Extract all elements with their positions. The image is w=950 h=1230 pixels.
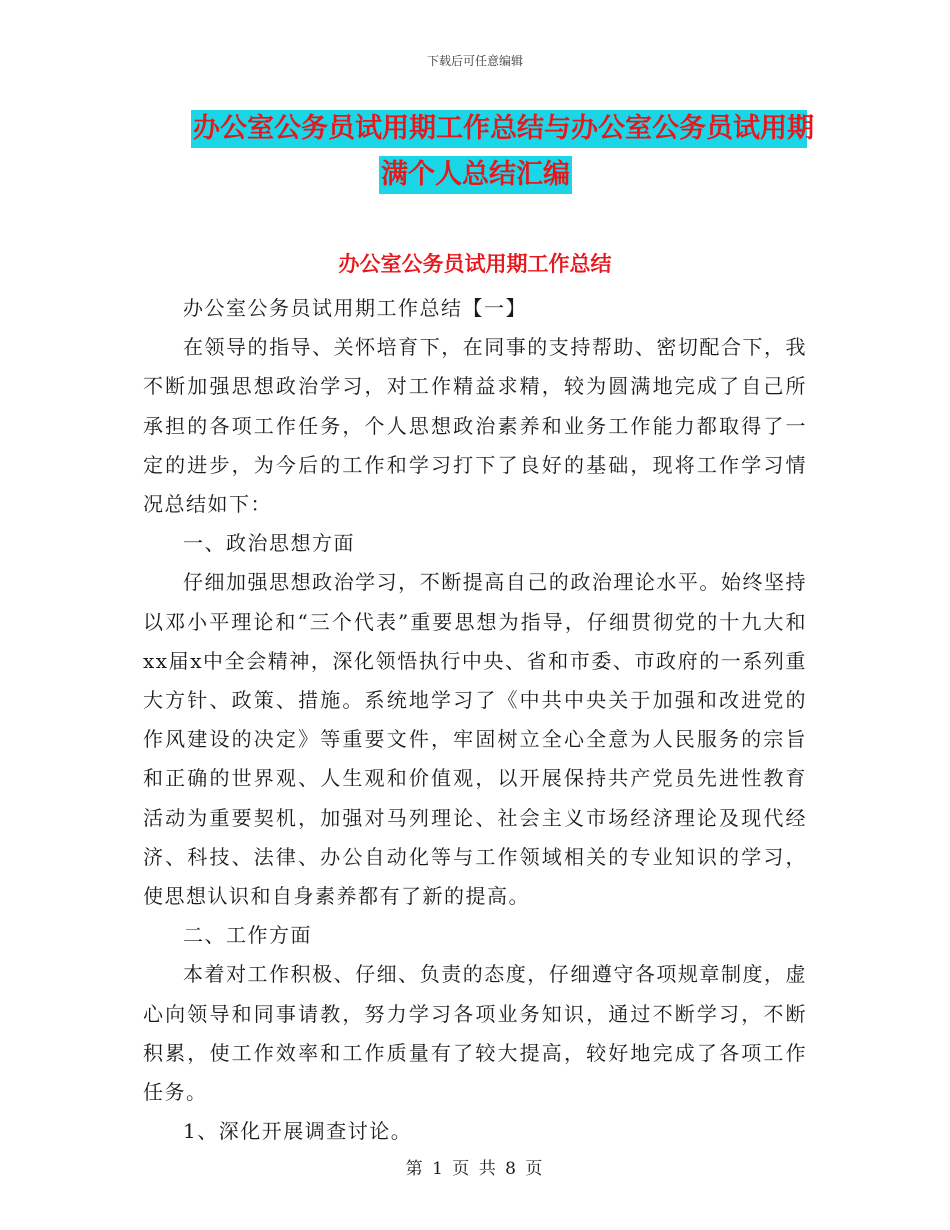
document-title-line-2: 满个人总结汇编: [379, 156, 572, 194]
section-title: 办公室公务员试用期工作总结: [338, 252, 612, 276]
heading-political: 一、政治思想方面: [183, 531, 355, 556]
heading-work: 二、工作方面: [183, 923, 312, 948]
paragraph-subtitle: 办公室公务员试用期工作总结【一】: [183, 296, 527, 320]
paragraph: 本着对工作积极、仔细、负责的态度，仔细遵守各项规章制度，虚心向领导和同事请教，努力学习各项业务知识，通过不断学习，不断积累，使工作效率和工作质量有了较大提高，较好地完成了各项工作任务。: [143, 962, 807, 1105]
list-item: 1、深化开展调查讨论。: [183, 1119, 413, 1144]
document-body: [143, 289, 807, 1151]
paragraph: 在领导的指导、关怀培育下，在同事的支持帮助、密切配合下，我不断加强思想政治学习，对工作精益求精，较为圆满地完成了自己所承担的各项工作任务，个人思想政治素养和业务工作能力都取得了一定的进步，为今后的工作和学习打下了良好的基础，现将工作学习情况总结如下：: [143, 335, 807, 517]
paragraph: 仔细加强思想政治学习，不断提高自己的政治理论水平。始终坚持以邓小平理论和“三个代表”重要思想为指导，仔细贯彻党的十九大和xx届x中全会精神，深化领悟执行中央、省和市委、市政府的一系列重大方针、政策、措施。系统地学习了《中共中央关于加强和改进党的作风建设的决定》等重要文件，牢固树立全心全意为人民服务的宗旨和正确的世界观、人生观和价值观，以开展保持共产党员先进性教育活动为重要契机，加强对马列理论、社会主义市场经济理论及现代经济、科技、法律、办公自动化等与工作领域相关的专业知识的学习，使思想认识和自身素养都有了新的提高。: [143, 570, 807, 909]
page-number: 第 1 页 共 8 页: [405, 1159, 545, 1179]
page-header-note: 下载后可任意编辑: [426, 54, 523, 68]
document-title-line-1: 办公室公务员试用期工作总结与办公室公务员试用期: [191, 110, 807, 148]
